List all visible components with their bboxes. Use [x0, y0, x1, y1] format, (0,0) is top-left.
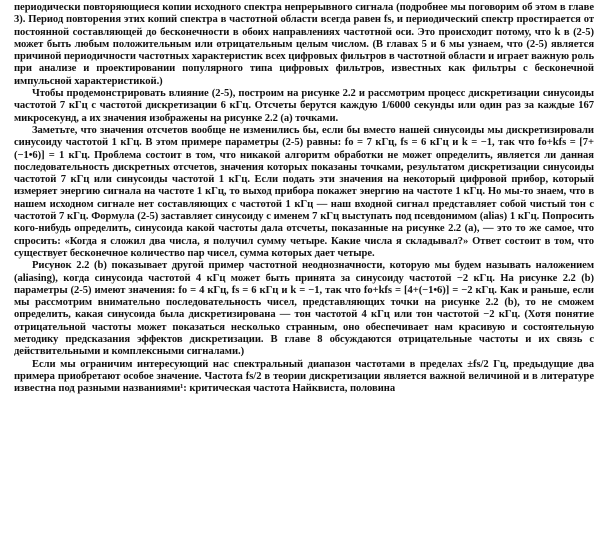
paragraph-2: Чтобы продемонстрировать влияние (2-5), построим на рисунке 2.2 и рассмотрим процесс дискретизации синусоиды частотой 7 кГц с частотой дискретизации 6 кГц. Отсчеты берутся каждую 1/6000 секунды или один раз за каждые 167 микросекунд, а их значения изображены на рисунке 2.2 (а) точками.: [14, 88, 594, 124]
document-page: [14, 0, 594, 396]
paragraph-1: периодически повторяющиеся копии исходного спектра непрерывного сигнала (подробнее мы поговорим об этом в главе 3). Период повторения этих копий спектра в частотной области всегда равен fs, и периодический спектр простирается от постоянной составляющей до бесконечности в обоих направлениях частотной оси. Это происходит потому, что k в (2-5) может быть любым положительным или отрицательным целым числом. (В главах 5 и 6 мы узнаем, что (2-5) является причиной периодичности частотных характеристик всех цифровых фильтров в частотной области и играет важную роль при анализе и проектировании популярного типа цифровых фильтров, известных как фильтры с бесконечной импульсной характеристикой.): [14, 2, 594, 87]
paragraph-4: Рисунок 2.2 (b) показывает другой пример частотной неоднозначности, которую мы будем называть наложением (aliasing), когда синусоида частотой 4 кГц может быть принята за синусоиду частотой −2 кГц. На рисунке 2.2 (b) параметры (2-5) имеют значения: fo = 4 кГц, fs = 6 кГц и k = −1, так что fo+kfs = [4+(−1•6)] = −2 кГц. Как и раньше, если мы рассмотрим внимательно последовательность чисел, представляющих точки на рисунке 2.2 (b), то не сможем определить, какая синусоида была дискретизирована — тон частотой 4 кГц или тон частотой −2 кГц. (Хотя понятие отрицательной частоты может показаться несколько странным, оно обеспечивает нам красивую и состоятельную методику предсказания эффектов дискретизации. В главе 8 обсуждаются отрицательные частоты и их связь с действительными и комплексными сигналами.): [14, 260, 594, 358]
paragraph-5: Если мы ограничим интересующий нас спектральный диапазон частотами в пределах ±fs/2 Гц, предыдущие два примера приобретают особое значение. Частота fs/2 в теории дискретизации является важной величиной и в литературе известна под разными названиями¹: критическая частота Найквиста, половина: [14, 358, 594, 395]
paragraph-3: Заметьте, что значения отсчетов вообще не изменились бы, если бы вместо нашей синусоиды мы дискретизировали синусоиду частотой 1 кГц. В этом примере параметры (2-5) равны: fo = 7 кГц, fs = 6 кГц и k = −1, так что fo+kfs = [7+(−1•6)] = 1 кГц. Проблема состоит в том, что никакой алгоритм обработки не может определить, является ли данная последовательность дискретных отсчетов, значения которых показаны точками, результатом дискретизации синусоиды частотой 7 кГц или синусоиды частотой 1 кГц. Если подать эти значения на некоторый цифровой прибор, который измеряет энергию сигнала на частоте 1 кГц, то выход прибора покажет энергию на частоте 1 кГц. Но мы-то знаем, что в нашем исходном сигнале нет составляющих с частотой 1 кГц — наш входной сигнал представляет собой чистый тон с частотой 7 кГц. Формула (2-5) заставляет синусоиду с именем 7 кГц выступать под псевдонимом (alias) 1 кГц. Попросить кого-нибудь определить, синусоида какой частоты дала отсчеты, показанные на рисунке 2.2 (а), — это то же самое, что спросить: «Когда я сложил два числа, я получил сумму четыре. Какие числа я складывал?» Ответ состоит в том, что существует бесконечное количество пар чисел, сумма которых дает четыре.: [14, 124, 594, 259]
